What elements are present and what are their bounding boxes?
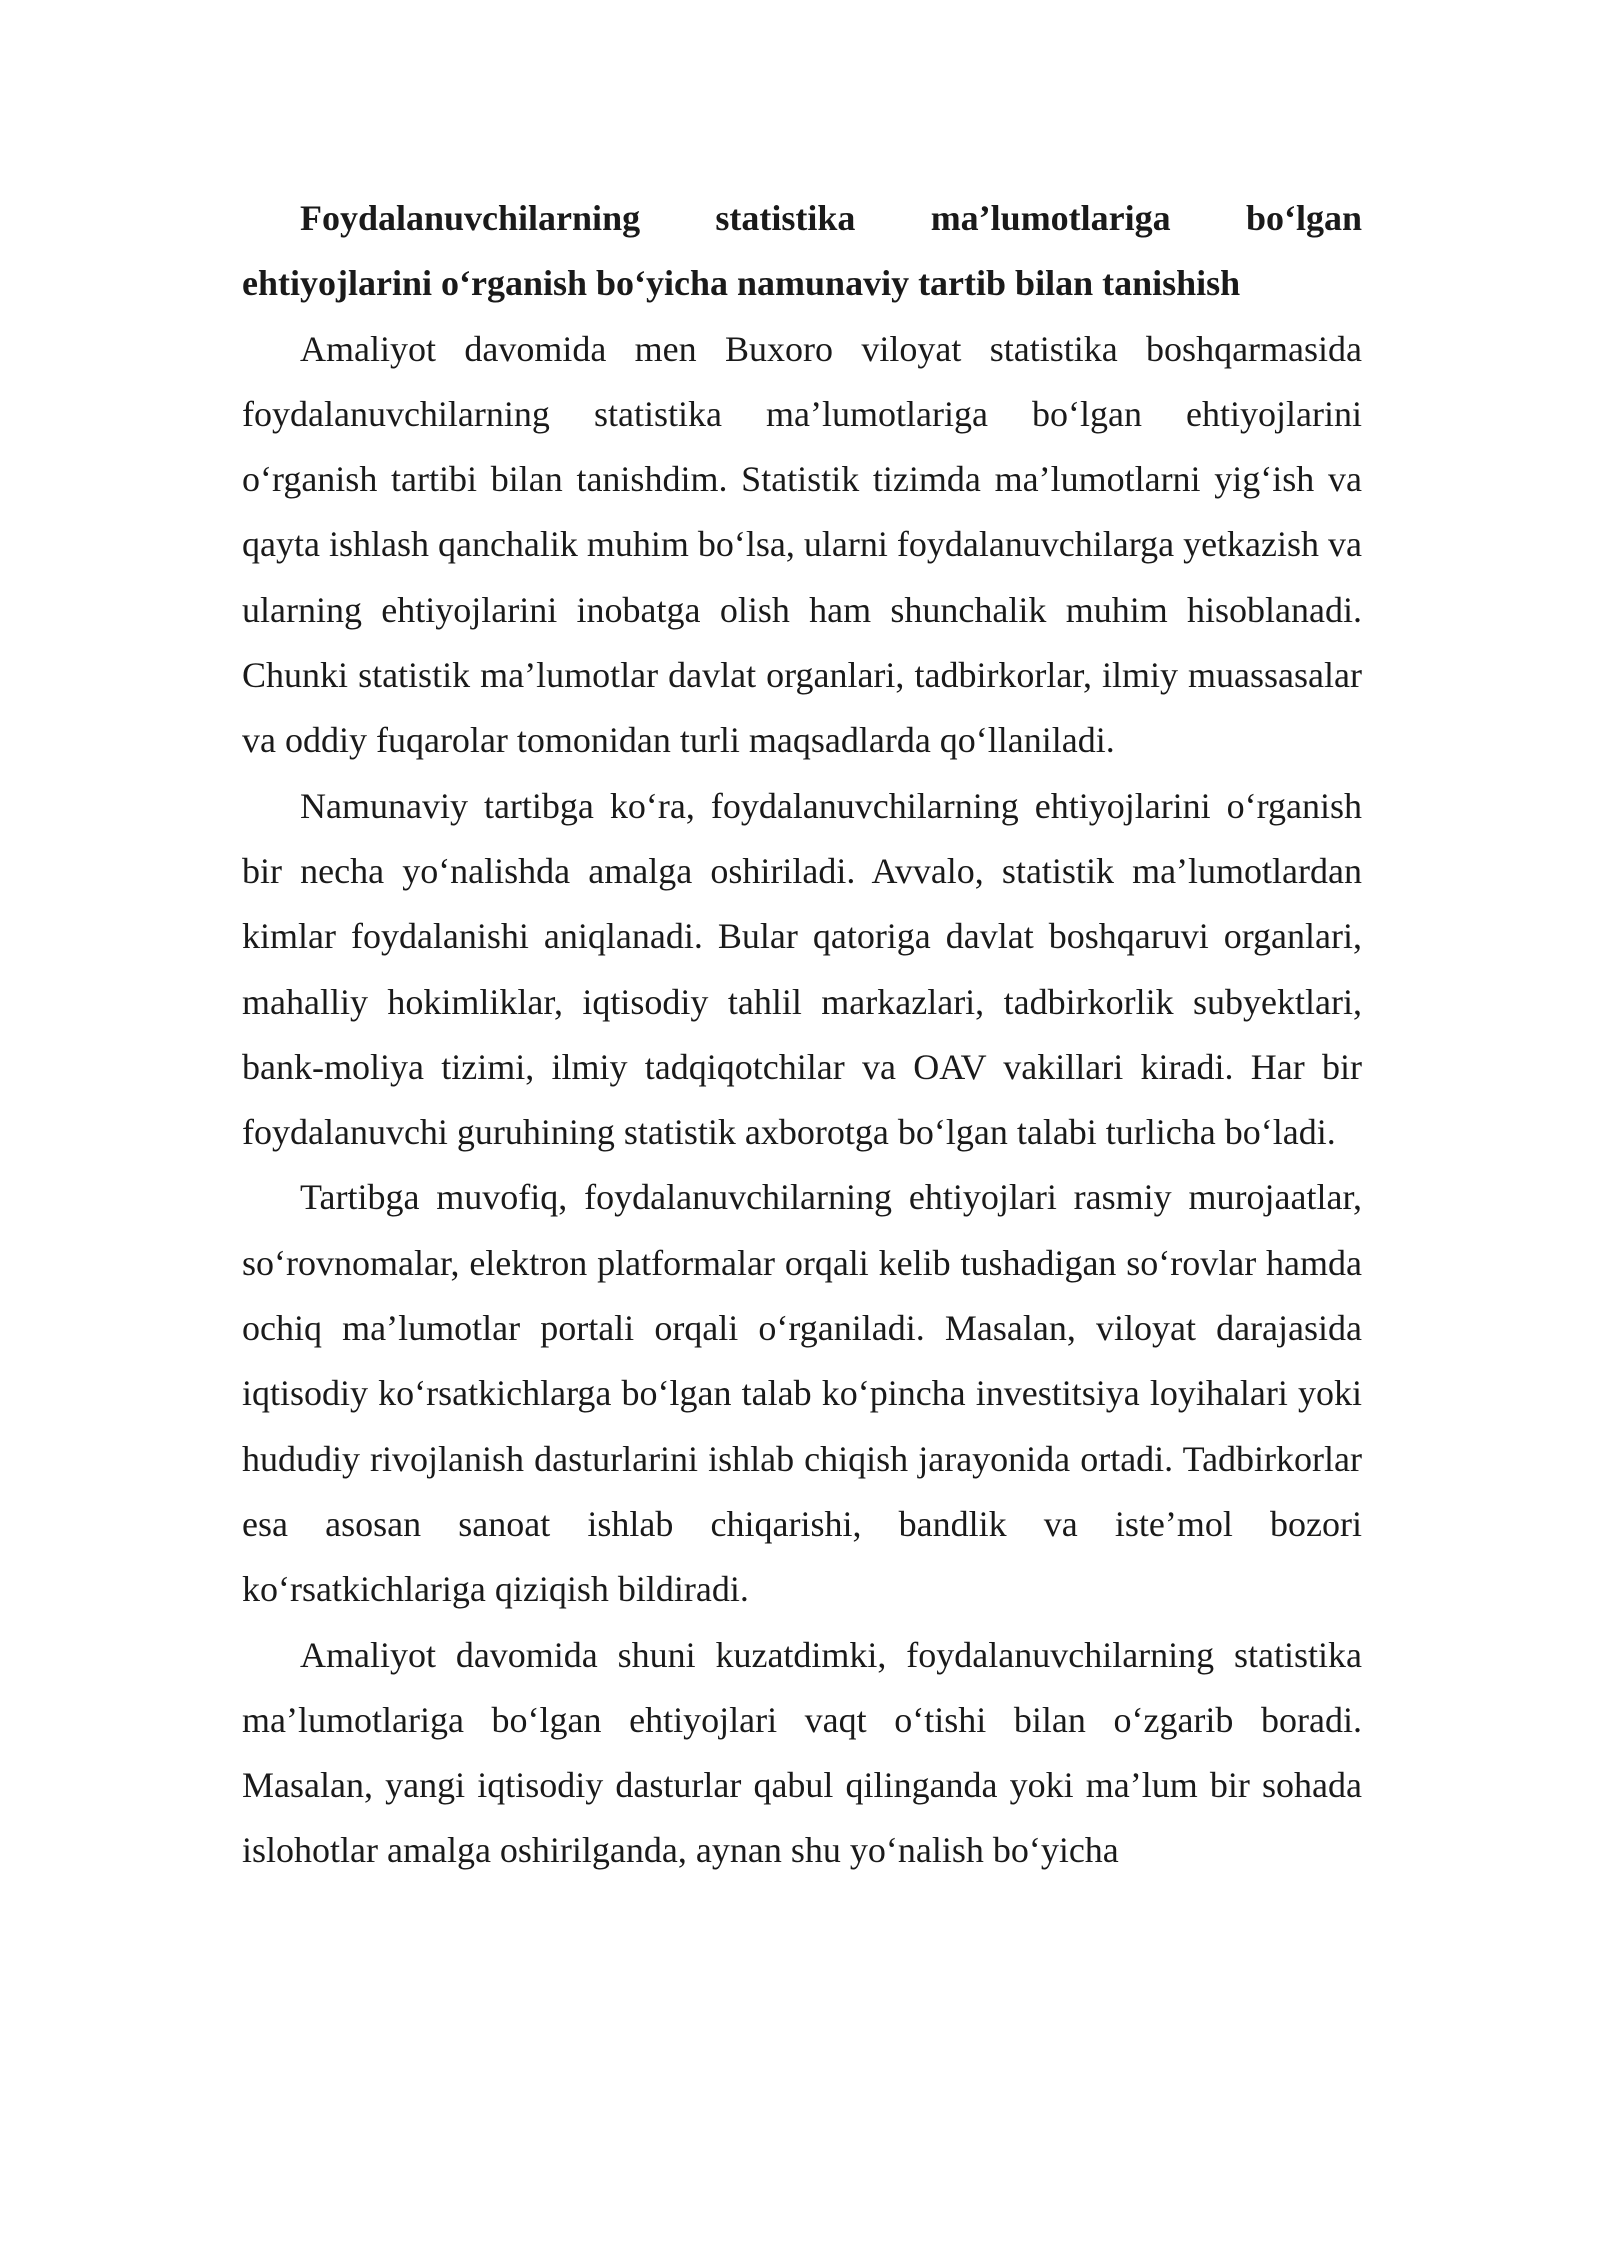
- paragraph-2: Namunaviy tartibga ko‘ra, foydalanuvchilarning ehtiyojlarini o‘rganish bir necha yo‘nalishda amalga oshiriladi. Avvalo, statistik ma’lumotlardan kimlar foydalanishi aniqlanadi. Bular qatoriga davlat boshqaruvi organlari, mahalliy hokimliklar, iqtisodiy tahlil markazlari, tadbirkorlik subyektlari, bank-moliya tizimi, ilmiy tadqiqotchilar va OAV vakillari kiradi. Har bir foydalanuvchi guruhining statistik axborotga bo‘lgan talabi turlicha bo‘ladi.: [242, 785, 1362, 1153]
- paragraph-4: Amaliyot davomida shuni kuzatdimki, foydalanuvchilarning statistika ma’lumotlariga bo‘lgan ehtiyojlari vaqt o‘tishi bilan o‘zgarib boradi. Masalan, yangi iqtisodiy dasturlar qabul qilinganda yoki ma’lum bir sohada islohotlar amalga oshirilganda, aynan shu yo‘nalish bo‘yicha: [242, 1634, 1362, 1871]
- section-heading: Foydalanuvchilarning statistika ma’lumotlariga bo‘lgan ehtiyojlarini o‘rganish bo‘yicha namunaviy tartib bilan tanishish: [242, 198, 1362, 304]
- document-body: [242, 186, 1362, 1884]
- paragraph-1: Amaliyot davomida men Buxoro viloyat statistika boshqarmasida foydalanuvchilarning statistika ma’lumotlariga bo‘lgan ehtiyojlarini o‘rganish tartibi bilan tanishdim. Statistik tizimda ma’lumotlarni yig‘ish va qayta ishlash qanchalik muhim bo‘lsa, ularni foydalanuvchilarga yetkazish va ularning ehtiyojlarini inobatga olish ham shunchalik muhim hisoblanadi. Chunki statistik ma’lumotlar davlat organlari, tadbirkorlar, ilmiy muassasalar va oddiy fuqarolar tomonidan turli maqsadlarda qo‘llaniladi.: [242, 328, 1363, 761]
- paragraph-3: Tartibga muvofiq, foydalanuvchilarning ehtiyojlari rasmiy murojaatlar, so‘rovnomalar, elektron platformalar orqali kelib tushadigan so‘rovlar hamda ochiq ma’lumotlar portali orqali o‘rganiladi. Masalan, viloyat darajasida iqtisodiy ko‘rsatkichlarga bo‘lgan talab ko‘pincha investitsiya loyihalari yoki hududiy rivojlanish dasturlarini ishlab chiqish jarayonida ortadi. Tadbirkorlar esa asosan sanoat ishlab chiqarishi, bandlik va iste’mol bozori ko‘rsatkichlariga qiziqish bildiradi.: [242, 1177, 1362, 1610]
